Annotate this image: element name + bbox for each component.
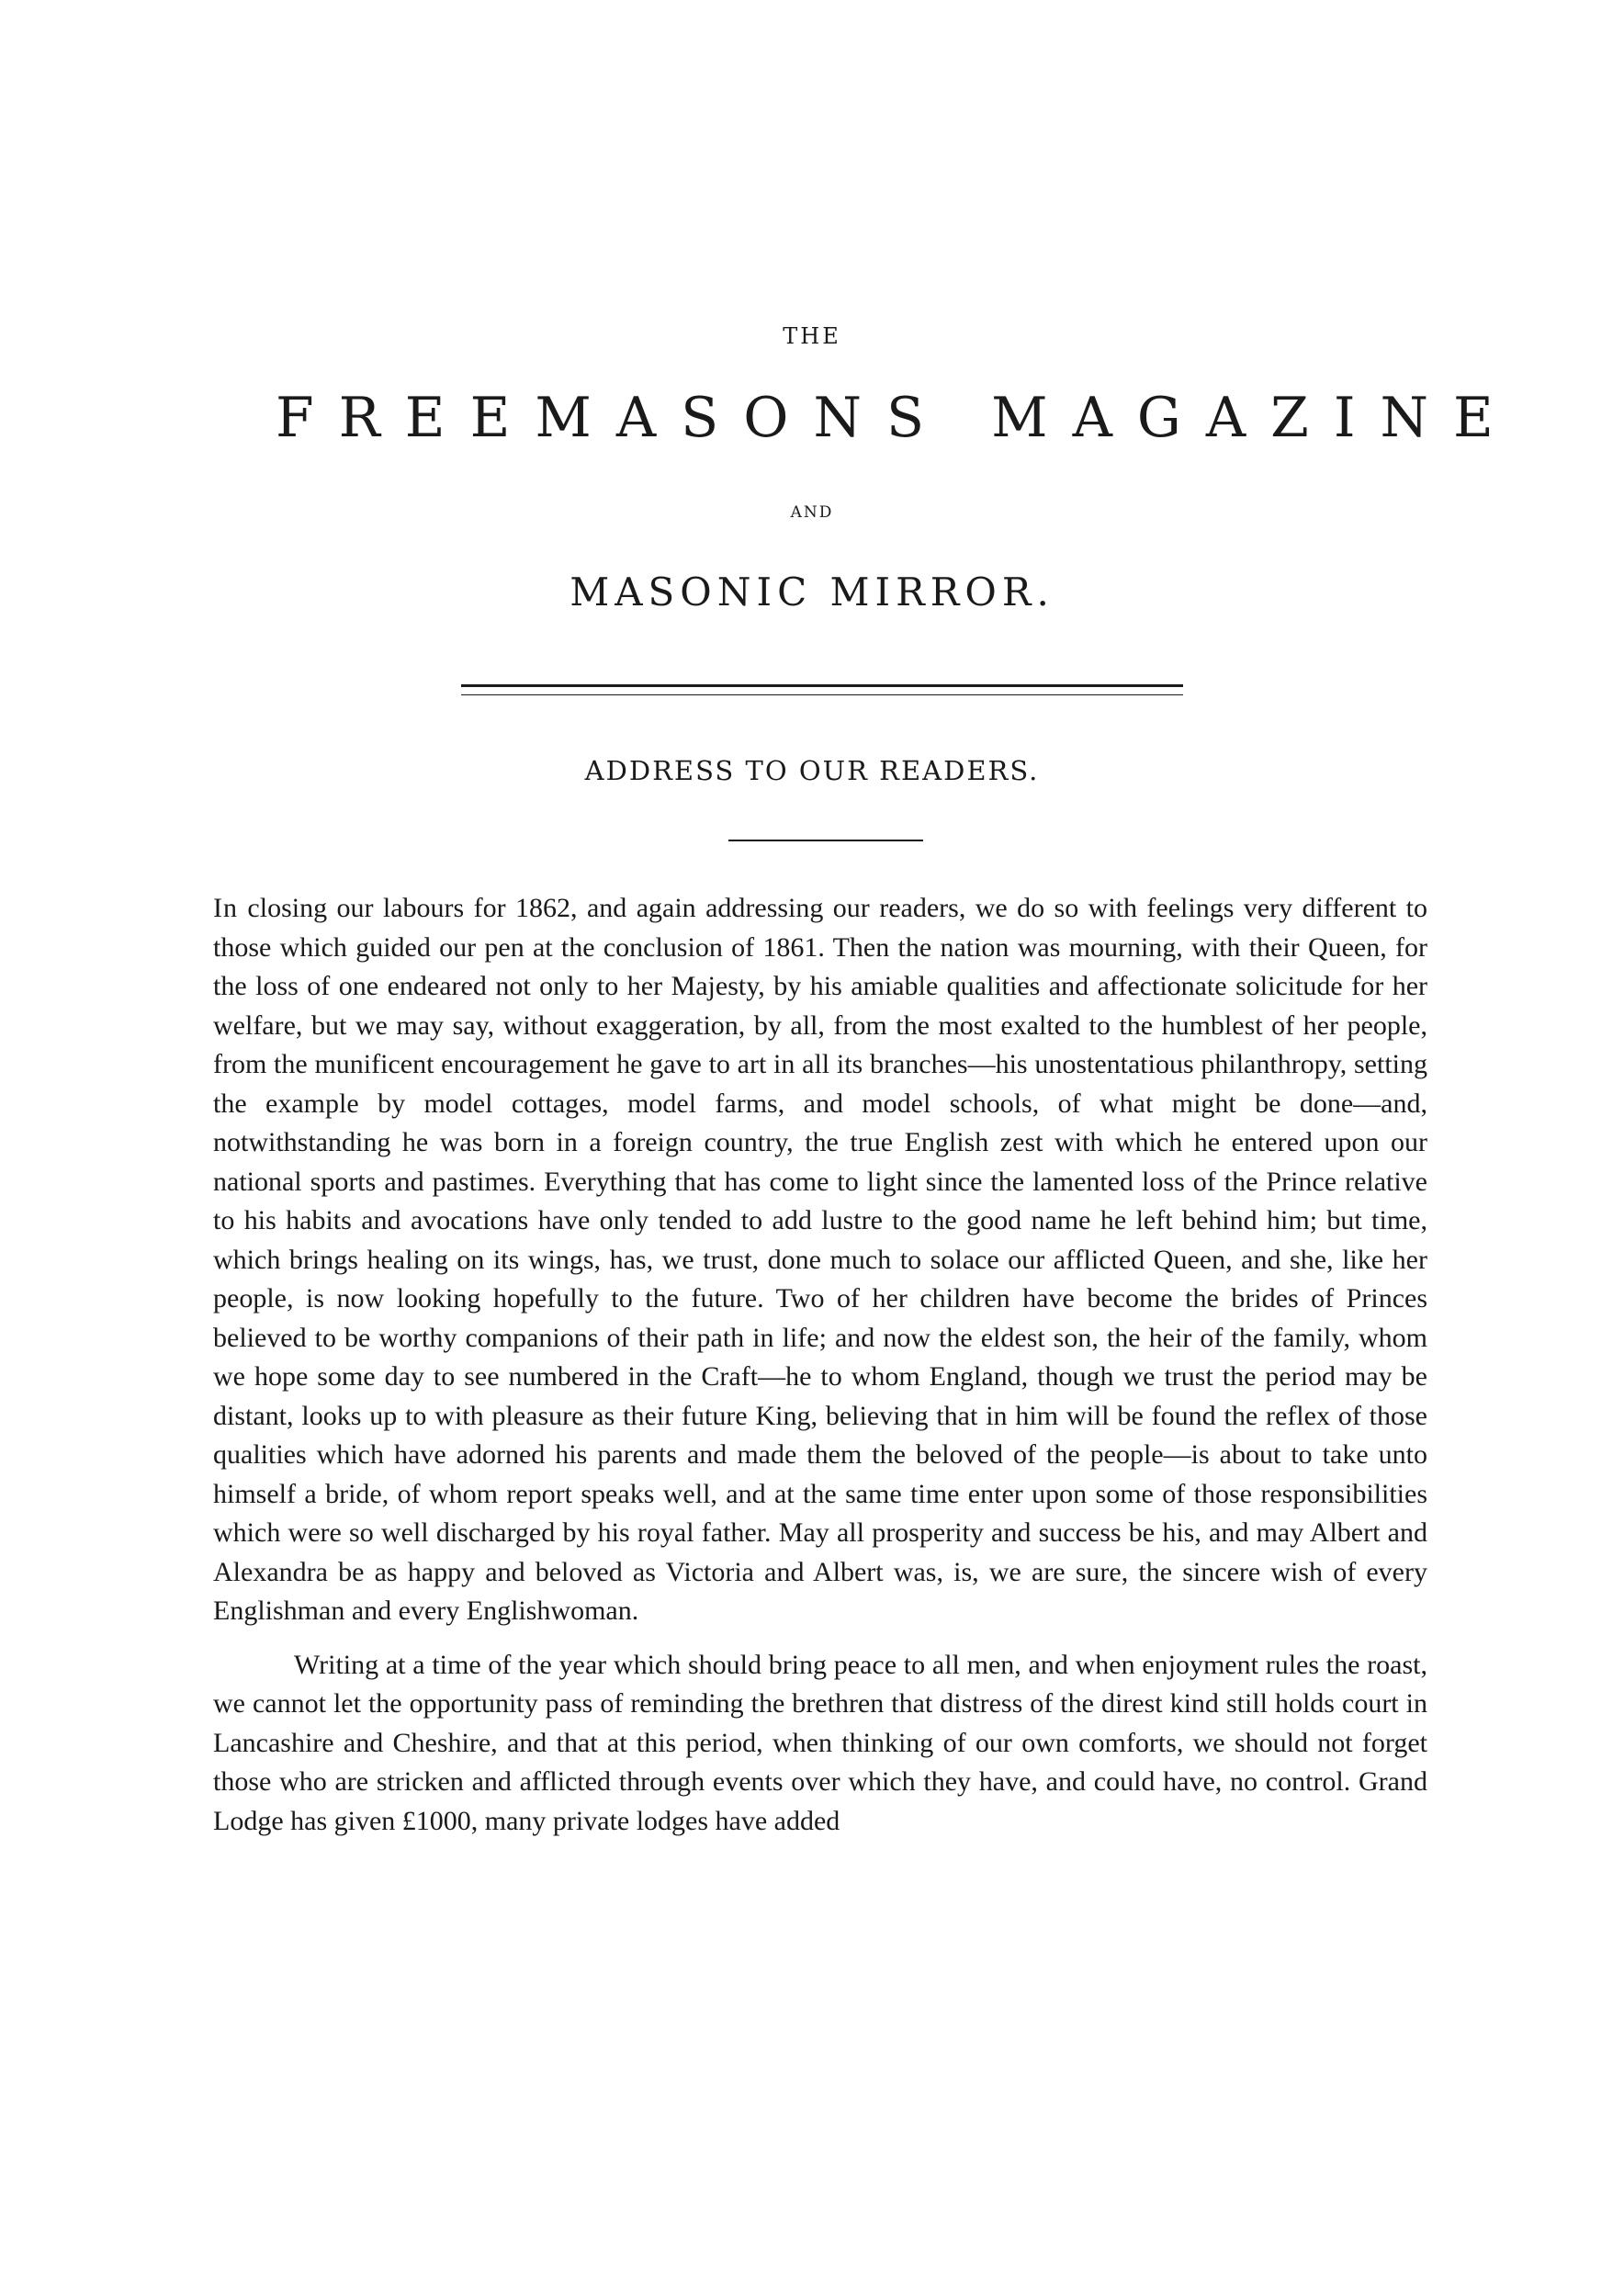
magazine-title: FREEMASONS MAGAZINE [276, 386, 1518, 450]
double-rule-divider [461, 684, 1183, 695]
short-rule-divider [728, 840, 923, 841]
article-heading: ADDRESS TO OUR READERS. [584, 755, 1040, 786]
magazine-subtitle: MASONIC MIRROR. [570, 569, 1054, 615]
masthead-and: AND [790, 503, 834, 522]
article-paragraph-1 [213, 889, 1427, 1631]
opening-word: In [213, 893, 238, 923]
paragraph-1-text: closing our labours for 1862, and again addressing our readers, we do so with feelings very different to those which guided our pen at the conclusion of 1861. Then the nation was mourning, with their Queen, for the loss of one endeared not only to her Majesty, by his amiable qualities and affectionate solicitude for her welfare, but we may say, without exaggeration, by all, from the most exalted to the humblest of her people, from the munificent encouragement he gave to art in all its branches—his unostentatious philanthropy, setting the example by model cottages, model farms, and model schools, of what might be done—and, notwithstanding he was born in a foreign country, the true English zest with which he entered upon our national sports and pastimes. Everything that has come to light since the lamented loss of the Prince relative to his habits and avocations have only tended to add lustre to the good name he left behind him; but time, which brings healing on its wings, has, we trust, done much to solace our afflicted Queen, and she, like her people, is now looking hopefully to the future. Two of her children have become the brides of Princes believed to be worthy companions of their path in life; and now the eldest son, the heir of the family, whom we hope some day to see numbered in the Craft—he to whom England, though we trust the period may be distant, looks up to with pleasure as their future King, believing that in him will be found the reflex of those qualities which have adorned his parents and made them the beloved of the people—is about to take unto himself a bride, of whom report speaks well, and at the same time enter upon some of those responsibilities which were so well discharged by his royal father. May all prosperity and success be his, and may Albert and Alexandra be as happy and beloved as Victoria and Albert was, is, we are sure, the sincere wish of every Englishman and every Englishwoman. [213, 893, 1427, 1626]
article-paragraph-2: Writing at a time of the year which should bring peace to all men, and when enjoyment rules the roast, we cannot let the opportunity pass of reminding the brethren that distress of the direst kind still holds court in Lancashire and Cheshire, and that at this period, when thinking of our own comforts, we should not forget those who are stricken and afflicted through events over which they have, and could have, no control. Grand Lodge has given £1000, many private lodges have added [213, 1649, 1427, 1836]
masthead-the: THE [783, 323, 841, 349]
article-body [213, 889, 1427, 1841]
